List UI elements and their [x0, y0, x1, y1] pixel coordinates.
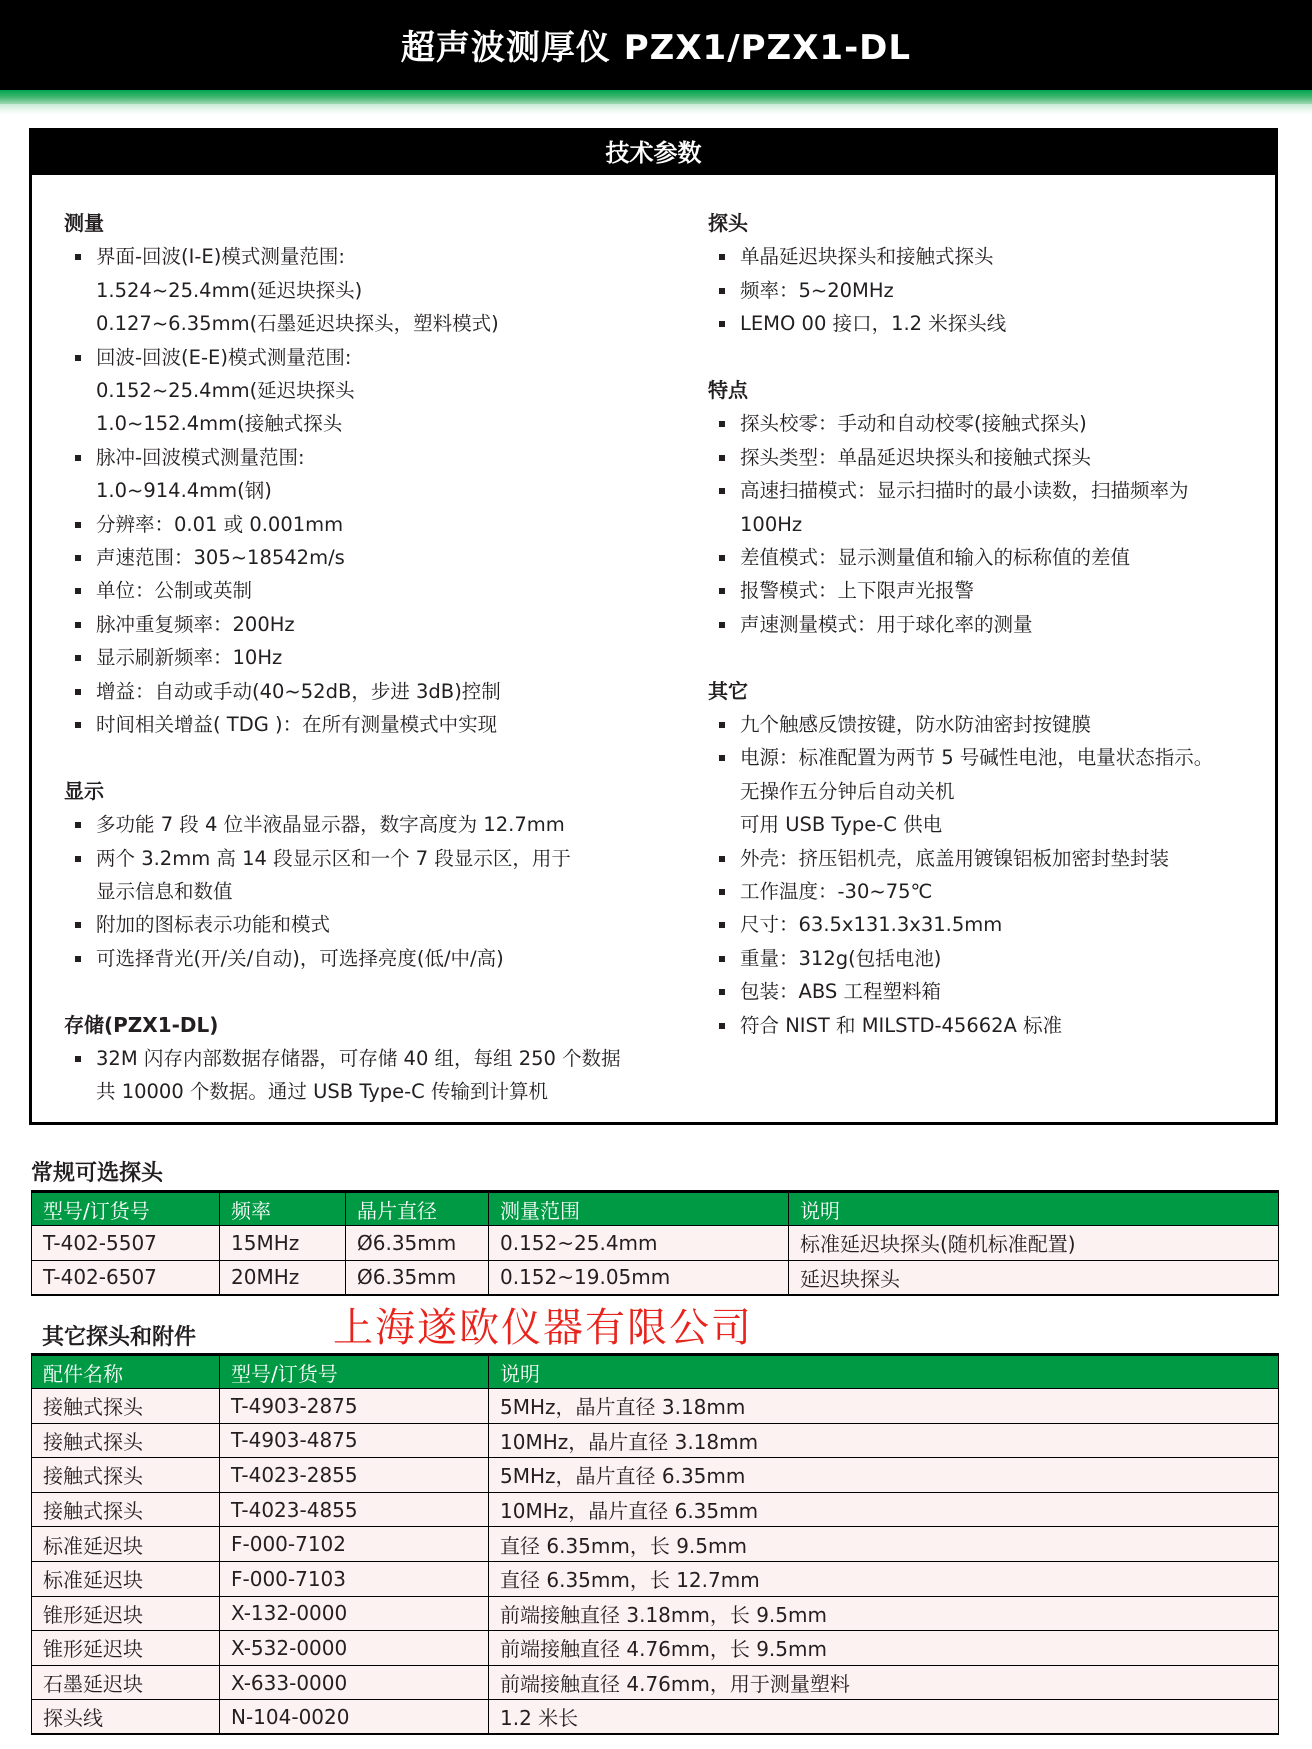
- table-cell: 0.152~19.05mm: [489, 1260, 789, 1295]
- list-item: [64, 842, 654, 909]
- column-header: 说明: [489, 1355, 1279, 1389]
- list-item-text: 增益：自动或手动(40~52dB，步进 3dB)控制: [96, 679, 501, 703]
- section-gap: [708, 641, 1268, 674]
- list-item-text: 工作温度：-30~75℃: [740, 880, 933, 904]
- list-item-text: 多功能 7 段 4 位半液晶显示器，数字高度为 12.7mm: [96, 813, 565, 837]
- page-header: [0, 0, 1312, 90]
- table-cell: T-402-6507: [32, 1260, 220, 1295]
- table-cell: 标准延迟块: [32, 1561, 220, 1596]
- list-item-text: 100Hz: [740, 512, 803, 536]
- table-row: [32, 1260, 1279, 1295]
- column-header: 型号/订货号: [220, 1355, 489, 1389]
- spec-list: [64, 1042, 654, 1109]
- list-item: [708, 975, 1268, 1008]
- table-cell: T-402-5507: [32, 1226, 220, 1261]
- list-item: [708, 407, 1268, 440]
- table-cell: 15MHz: [220, 1226, 346, 1261]
- spec-right-column: [708, 207, 1268, 1042]
- table-row: [32, 1423, 1279, 1458]
- list-item-text: 九个触感反馈按键，防水防油密封按键膜: [740, 713, 1092, 737]
- list-item: [708, 741, 1268, 841]
- list-item-text: 脉冲-回波模式测量范围:: [96, 445, 305, 469]
- table-cell: 标准延迟块: [32, 1527, 220, 1562]
- list-item: [708, 608, 1268, 641]
- probes-table: [31, 1190, 1279, 1296]
- list-item-text: 频率：5~20MHz: [740, 278, 894, 302]
- table-row: [32, 1631, 1279, 1666]
- table-cell: Ø6.35mm: [346, 1226, 489, 1261]
- list-item-text: 电源：标准配置为两节 5 号碱性电池，电量状态指示。: [740, 746, 1214, 770]
- list-item: [64, 1042, 654, 1109]
- list-item-text: 回波-回波(E-E)模式测量范围:: [96, 345, 352, 369]
- table-cell: 0.152~25.4mm: [489, 1226, 789, 1261]
- table-row: [32, 1492, 1279, 1527]
- list-item-text: 可选择背光(开/关/自动)，可选择亮度(低/中/高): [96, 946, 504, 970]
- table-cell: 标准延迟块探头(随机标准配置): [789, 1226, 1279, 1261]
- spec-list: [708, 240, 1268, 340]
- list-item-text: 外壳：挤压铝机壳，底盖用镀镍铝板加密封垫封装: [740, 846, 1170, 870]
- list-item: [64, 708, 654, 741]
- list-item-text: 分辨率：0.01 或 0.001mm: [96, 512, 344, 536]
- table-cell: X-532-0000: [220, 1631, 489, 1666]
- spec-list: [708, 407, 1268, 641]
- list-item-text: 附加的图标表示功能和模式: [96, 913, 331, 937]
- table-cell: T-4023-2855: [220, 1458, 489, 1493]
- spec-box: [29, 128, 1278, 1125]
- list-item-text: 探头类型：单晶延迟块探头和接触式探头: [740, 445, 1092, 469]
- column-header: 说明: [789, 1192, 1279, 1226]
- list-item: [64, 508, 654, 541]
- table-cell: 接触式探头: [32, 1423, 220, 1458]
- list-item-text: 两个 3.2mm 高 14 段显示区和一个 7 段显示区，用于: [96, 846, 571, 870]
- accessories-table-title: 其它探头和附件: [42, 1325, 197, 1350]
- list-item: [708, 541, 1268, 574]
- table-cell: 5MHz，晶片直径 3.18mm: [489, 1389, 1279, 1424]
- column-header: 测量范围: [489, 1192, 789, 1226]
- table-cell: 5MHz，晶片直径 6.35mm: [489, 1458, 1279, 1493]
- list-item: [64, 574, 654, 607]
- table-header-row: [32, 1192, 1279, 1226]
- column-header: 型号/订货号: [32, 1192, 220, 1226]
- probes-table-title: 常规可选探头: [31, 1161, 164, 1186]
- table-cell: 延迟块探头: [789, 1260, 1279, 1295]
- table-cell: X-633-0000: [220, 1665, 489, 1700]
- table-cell: 20MHz: [220, 1260, 346, 1295]
- spec-left-column: [64, 207, 654, 1109]
- list-item-text: 声速范围：305~18542m/s: [96, 546, 345, 570]
- list-item-text: 显示刷新频率：10Hz: [96, 646, 283, 670]
- list-item: [64, 808, 654, 841]
- table-cell: T-4903-2875: [220, 1389, 489, 1424]
- table-row: [32, 1700, 1279, 1735]
- table-row: [32, 1561, 1279, 1596]
- section-title: 显示: [64, 778, 104, 803]
- table-row: [32, 1665, 1279, 1700]
- table-row: [32, 1527, 1279, 1562]
- table-cell: F-000-7103: [220, 1561, 489, 1596]
- list-item: [708, 307, 1268, 340]
- table-cell: 直径 6.35mm，长 9.5mm: [489, 1527, 1279, 1562]
- list-item-text: 0.152~25.4mm(延迟块探头: [96, 379, 355, 403]
- column-header: 晶片直径: [346, 1192, 489, 1226]
- list-item-text: 0.127~6.35mm(石墨延迟块探头，塑料模式): [96, 312, 499, 336]
- list-item: [64, 641, 654, 674]
- list-item-text: 尺寸：63.5x131.3x31.5mm: [740, 913, 1003, 937]
- table-cell: 前端接触直径 3.18mm，长 9.5mm: [489, 1596, 1279, 1631]
- table-row: [32, 1596, 1279, 1631]
- table-cell: 探头线: [32, 1700, 220, 1735]
- table-cell: F-000-7102: [220, 1527, 489, 1562]
- list-item: [64, 341, 654, 441]
- list-item-text: 包装：ABS 工程塑料箱: [740, 980, 941, 1004]
- list-item-text: 探头校零：手动和自动校零(接触式探头): [740, 412, 1087, 436]
- list-item-text: LEMO 00 接口，1.2 米探头线: [740, 312, 1007, 336]
- table-cell: X-132-0000: [220, 1596, 489, 1631]
- list-item-text: 界面-回波(I-E)模式测量范围:: [96, 245, 345, 269]
- list-item: [64, 240, 654, 340]
- list-item-text: 脉冲重复频率：200Hz: [96, 612, 295, 636]
- table-cell: N-104-0020: [220, 1700, 489, 1735]
- list-item-text: 1.0~152.4mm(接触式探头: [96, 412, 343, 436]
- spec-list: [64, 240, 654, 741]
- list-item-text: 共 10000 个数据。通过 USB Type-C 传输到计算机: [96, 1080, 548, 1104]
- list-item: [64, 675, 654, 708]
- company-watermark: 上海遂欧仪器有限公司: [333, 1305, 753, 1351]
- table-cell: 前端接触直径 4.76mm，长 9.5mm: [489, 1631, 1279, 1666]
- spec-list: [708, 708, 1268, 1042]
- list-item-text: 时间相关增益( TDG )：在所有测量模式中实现: [96, 713, 498, 737]
- header-accent-stripe: [0, 90, 1312, 104]
- list-item: [708, 842, 1268, 875]
- table-cell: T-4023-4855: [220, 1492, 489, 1527]
- list-item-text: 可用 USB Type-C 供电: [740, 813, 943, 837]
- list-item: [708, 274, 1268, 307]
- list-item-text: 1.0~914.4mm(钢): [96, 479, 272, 503]
- section-gap: [708, 341, 1268, 374]
- list-item: [64, 541, 654, 574]
- table-row: [32, 1226, 1279, 1261]
- section-title: 探头: [708, 211, 748, 235]
- list-item: [708, 441, 1268, 474]
- column-header: 配件名称: [32, 1355, 220, 1389]
- list-item-text: 重量：312g(包括电池): [740, 946, 942, 970]
- list-item-text: 声速测量模式：用于球化率的测量: [740, 612, 1033, 636]
- table-cell: 石墨延迟块: [32, 1665, 220, 1700]
- list-item: [708, 942, 1268, 975]
- list-item-text: 高速扫描模式：显示扫描时的最小读数，扫描频率为: [740, 479, 1189, 503]
- table-cell: 直径 6.35mm，长 12.7mm: [489, 1561, 1279, 1596]
- table-header-row: [32, 1355, 1279, 1389]
- list-item: [708, 240, 1268, 273]
- table-cell: 锥形延迟块: [32, 1596, 220, 1631]
- section-title: 存储(PZX1-DL): [64, 1012, 219, 1037]
- list-item-text: 单晶延迟块探头和接触式探头: [740, 245, 994, 269]
- table-cell: 锥形延迟块: [32, 1631, 220, 1666]
- table-row: [32, 1389, 1279, 1424]
- section-gap: [64, 741, 654, 774]
- list-item-text: 报警模式：上下限声光报警: [740, 579, 975, 603]
- table-cell: 1.2 米长: [489, 1700, 1279, 1735]
- list-item-text: 单位：公制或英制: [96, 579, 253, 603]
- table-cell: 10MHz，晶片直径 3.18mm: [489, 1423, 1279, 1458]
- list-item: [64, 441, 654, 508]
- list-item: [708, 474, 1268, 541]
- list-item: [708, 574, 1268, 607]
- list-item-text: 显示信息和数值: [96, 880, 233, 904]
- header-accent-fade: [0, 104, 1312, 114]
- spec-heading: 技术参数: [32, 131, 1275, 175]
- table-cell: 接触式探头: [32, 1389, 220, 1424]
- list-item: [708, 1009, 1268, 1042]
- list-item: [708, 875, 1268, 908]
- column-header: 频率: [220, 1192, 346, 1226]
- table-row: [32, 1458, 1279, 1493]
- spec-list: [64, 808, 654, 975]
- table-cell: 接触式探头: [32, 1492, 220, 1527]
- list-item: [64, 908, 654, 941]
- section-title: 特点: [708, 378, 748, 402]
- table-cell: Ø6.35mm: [346, 1260, 489, 1295]
- table-cell: 前端接触直径 4.76mm，用于测量塑料: [489, 1665, 1279, 1700]
- list-item: [64, 942, 654, 975]
- table-cell: 10MHz，晶片直径 6.35mm: [489, 1492, 1279, 1527]
- list-item-text: 1.524~25.4mm(延迟块探头): [96, 278, 363, 302]
- list-item-text: 无操作五分钟后自动关机: [740, 779, 955, 803]
- accessories-table: [31, 1353, 1279, 1735]
- section-title: 测量: [64, 211, 104, 235]
- list-item-text: 32M 闪存内部数据存储器，可存储 40 组，每组 250 个数据: [96, 1047, 621, 1071]
- list-item: [708, 908, 1268, 941]
- section-gap: [64, 975, 654, 1008]
- table-cell: T-4903-4875: [220, 1423, 489, 1458]
- table-cell: 接触式探头: [32, 1458, 220, 1493]
- list-item-text: 差值模式：显示测量值和输入的标称值的差值: [740, 546, 1131, 570]
- list-item-text: 符合 NIST 和 MILSTD-45662A 标准: [740, 1013, 1063, 1037]
- list-item: [64, 608, 654, 641]
- page-title: 超声波测厚仪 PZX1/PZX1-DL: [400, 28, 912, 68]
- section-title: 其它: [708, 678, 748, 703]
- list-item: [708, 708, 1268, 741]
